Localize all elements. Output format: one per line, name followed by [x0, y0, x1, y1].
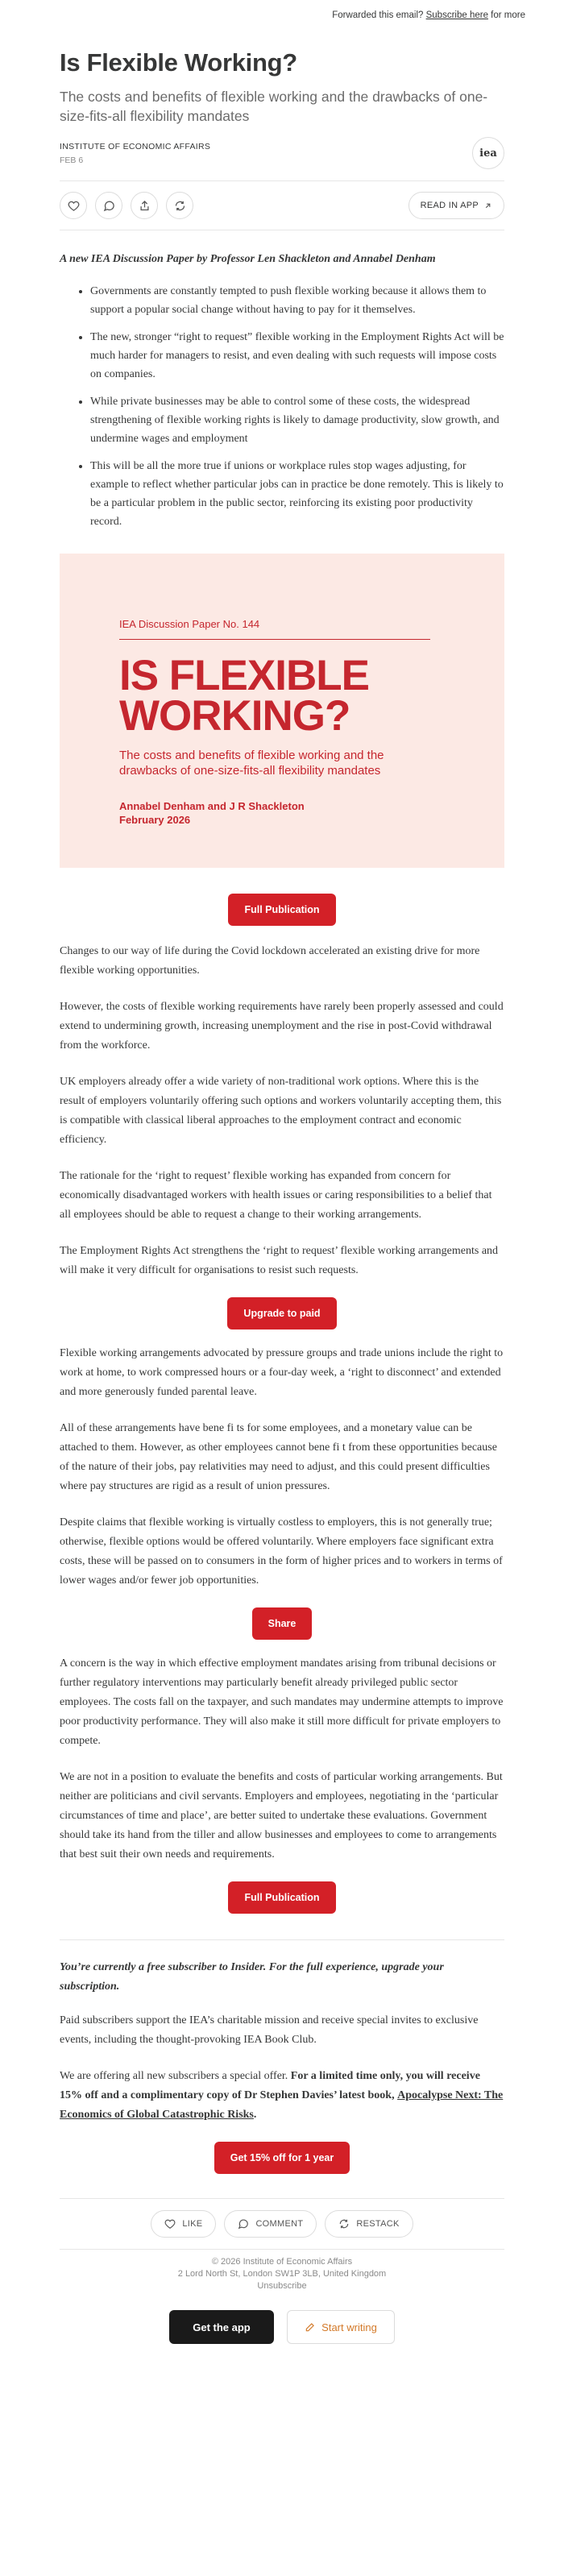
divider: [60, 2198, 504, 2199]
body-paragraph: We are not in a position to evaluate the benefits and costs of particular working arrangements. But neither are politicians and civil servants. Employers and employees, negotiating in the ‘particular circumstances of time and place’, are better suited to undertake these evaluations. Government should take its hand from the tiller and allow businesses and employees to come to arrangements that best suit their own needs and requirements.: [60, 1771, 503, 1860]
body-paragraph: A concern is the way in which effective employment mandates arising from tribunal decisions or further regulatory interventions may particularly benefit already privileged public sector employees. The costs fall on the taxpayer, and such mandates may undermine attempts to improve poor productivity performance. They will also make it still more difficult for private employers to compete.: [60, 1657, 504, 1747]
body-paragraph: The Employment Rights Act strengthens the ‘right to request’ flexible working arrangements and will make it very difficult for organisations to resist such requests.: [60, 1245, 499, 1276]
full-publication-button[interactable]: Full Publication: [228, 894, 335, 926]
cover-divider: [119, 639, 430, 640]
comment-icon: [238, 2218, 249, 2230]
subscribe-link[interactable]: Subscribe here: [425, 10, 488, 20]
full-publication-button-bottom[interactable]: Full Publication: [228, 1881, 335, 1914]
read-in-app-button[interactable]: [408, 192, 504, 219]
paid-benefits-text: Paid subscribers support the IEA’s charitable mission and receive special invites to exclusive events, including the thought-provoking IEA Book Club.: [60, 2014, 479, 2046]
offer-row: [60, 2142, 504, 2174]
forward-notice-prefix: Forwarded this email?: [332, 10, 424, 20]
book-title-period: .: [253, 2109, 257, 2121]
arrow-up-right-icon: [483, 201, 492, 210]
start-writing-button[interactable]: [287, 2310, 395, 2344]
engagement-bar: [60, 2210, 504, 2238]
divider: [60, 1939, 504, 1940]
footer-copyright: © 2026 Institute of Economic Affairs: [211, 2257, 353, 2267]
cover-title: [119, 652, 445, 740]
comment-label: COMMENT: [255, 2219, 304, 2229]
footer: [60, 2256, 504, 2292]
like-button[interactable]: [60, 192, 87, 219]
footer-like-button[interactable]: [151, 2210, 216, 2238]
body-paragraph: Changes to our way of life during the Covid lockdown accelerated an existing drive for more flexible working opportunities.: [60, 945, 480, 977]
forward-notice: [0, 0, 564, 34]
special-offer-intro: We are offering all new subscribers a special offer.: [60, 2070, 288, 2082]
share-cta-button[interactable]: Share: [252, 1607, 313, 1640]
body-section-a: [60, 942, 504, 1280]
paper-cover-image[interactable]: [60, 554, 504, 868]
full-publication-row-bottom: [60, 1881, 504, 1914]
post-title[interactable]: Is Flexible Working?: [60, 48, 297, 77]
body-section-b: [60, 1344, 504, 1591]
body-paragraph: Flexible working arrangements advocated by pressure groups and trade unions include the right to work at home, to work compressed hours or a four-day week, a ‘right to disconnect’ and extended and more generously funded parental leave.: [60, 1347, 504, 1398]
cover-authors-block: [119, 799, 445, 827]
restack-button[interactable]: [166, 192, 193, 219]
upgrade-row: [60, 1297, 504, 1329]
subscription-section: [60, 1958, 504, 2125]
key-point: • Governments are constantly tempted to push flexible working because it allows them to support a popular social change without having to pay for it themselves.: [90, 282, 504, 319]
upgrade-button[interactable]: Upgrade to paid: [227, 1297, 336, 1329]
book-title-link[interactable]: Apocalypse Next: The Economics of Global Catastrophic Risks: [60, 2089, 504, 2121]
post-meta: [60, 137, 504, 169]
heart-icon: [68, 200, 80, 212]
restack-icon: [174, 200, 186, 212]
share-row: [60, 1607, 504, 1640]
body-paragraph: All of these arrangements have bene fi ts for some employees, and a monetary value can be attached to them. However, as other employees cannot bene fi t from these opportunities because of the nature of their jobs, pay relativities may need to adjust, and this could present difficulties where pay structures are rigid as a result of union pressures.: [60, 1422, 497, 1492]
key-points-list: [60, 282, 504, 531]
share-icon: [139, 200, 151, 212]
discount-offer-button[interactable]: Get 15% off for 1 year: [214, 2142, 350, 2174]
comment-button[interactable]: [95, 192, 122, 219]
read-in-app-label: READ IN APP: [420, 201, 479, 210]
divider: [60, 2249, 504, 2250]
unsubscribe-link[interactable]: Unsubscribe: [257, 2281, 307, 2291]
restack-label: RESTACK: [356, 2219, 400, 2229]
key-point: • While private businesses may be able to control some of these costs, the widespread strengthening of flexible working rights is likely to damage productivity, slow growth, and undermine wages and employment: [90, 392, 504, 448]
body-section-c: [60, 1654, 504, 1865]
body-paragraph: However, the costs of flexible working requirements have rarely been properly assessed and could extend to undermining growth, increasing unemployment and the rise in post-Covid withdrawal from the workforce.: [60, 1001, 504, 1052]
post-date: FEB 6: [60, 155, 84, 165]
key-point: • This will be all the more true if unions or workplace rules stop wages adjusting, for example to reflect whether particular jobs can in practice be done remotely. This is likely to be a particular problem in the public sector, reinforcing its existing poor productivity record.: [90, 457, 504, 531]
comment-icon: [103, 200, 115, 212]
share-button[interactable]: [131, 192, 158, 219]
free-subscriber-notice: You’re currently a free subscriber to Insider. For the full experience, upgrade your subscription.: [60, 1961, 444, 1993]
forward-notice-suffix: for more: [491, 10, 525, 20]
body-paragraph: UK employers already offer a wide variety of non-traditional work options. Where this is the result of employers voluntarily offering such options and workers voluntarily accepting them, this is compatible with classical liberal approaches to the employment contract and economic efficiency.: [60, 1076, 502, 1146]
intro-line: A new IEA Discussion Paper by Professor Len Shackleton and Annabel Denham: [60, 253, 436, 265]
cover-paper-number: IEA Discussion Paper No. 144: [119, 618, 260, 630]
heart-icon: [164, 2218, 176, 2230]
cover-title-line: IS FLEXIBLE: [119, 652, 369, 699]
special-offer-detail: For a limited time only, you will receive 15% off and a complimentary copy of Dr Stephen Davies’ latest book,: [60, 2070, 480, 2101]
footer-address: 2 Lord North St, London SW1P 3LB, United Kingdom: [177, 2269, 387, 2279]
cover-subtitle: The costs and benefits of flexible working and the drawbacks of one-size-fits-all flexibility mandates: [119, 749, 384, 778]
start-writing-label: Start writing: [321, 2321, 377, 2333]
app-buttons: [60, 2310, 504, 2344]
footer-comment-button[interactable]: [224, 2210, 317, 2238]
cover-authors: Annabel Denham and J R Shackleton: [119, 800, 305, 812]
footer-restack-button[interactable]: [325, 2210, 413, 2238]
cover-date: February 2026: [119, 814, 191, 826]
restack-icon: [338, 2218, 350, 2230]
special-offer-text: [60, 2067, 504, 2125]
like-label: LIKE: [182, 2219, 203, 2229]
action-bar: [60, 180, 504, 230]
pen-icon: [305, 2321, 316, 2333]
cover-title-line: WORKING?: [119, 692, 350, 740]
body-paragraph: The rationale for the ‘right to request’ flexible working has expanded from concern for economically disadvantaged workers with health issues or caring responsibilities to a belief that all employees should be able to request a change to their working arrangements.: [60, 1170, 492, 1221]
key-point: • The new, stronger “right to request” flexible working in the Employment Rights Act will be much harder for managers to resist, and even dealing with such requests will impose costs on companies.: [90, 328, 504, 384]
post-subtitle: The costs and benefits of flexible working and the drawbacks of one-size-fits-all flexibility mandates: [60, 89, 488, 124]
post-author[interactable]: INSTITUTE OF ECONOMIC AFFAIRS: [60, 141, 211, 151]
publication-logo[interactable]: iea: [472, 137, 504, 169]
full-publication-row: [60, 894, 504, 926]
get-app-button[interactable]: Get the app: [169, 2310, 274, 2344]
body-paragraph: Despite claims that flexible working is virtually costless to employers, this is not generally true; otherwise, flexible options would be offered voluntarily. Where employers face significant extra costs, these will be passed on to consumers in the form of higher prices and to workers in terms of lower wages and/or fewer job opportunities.: [60, 1516, 503, 1587]
